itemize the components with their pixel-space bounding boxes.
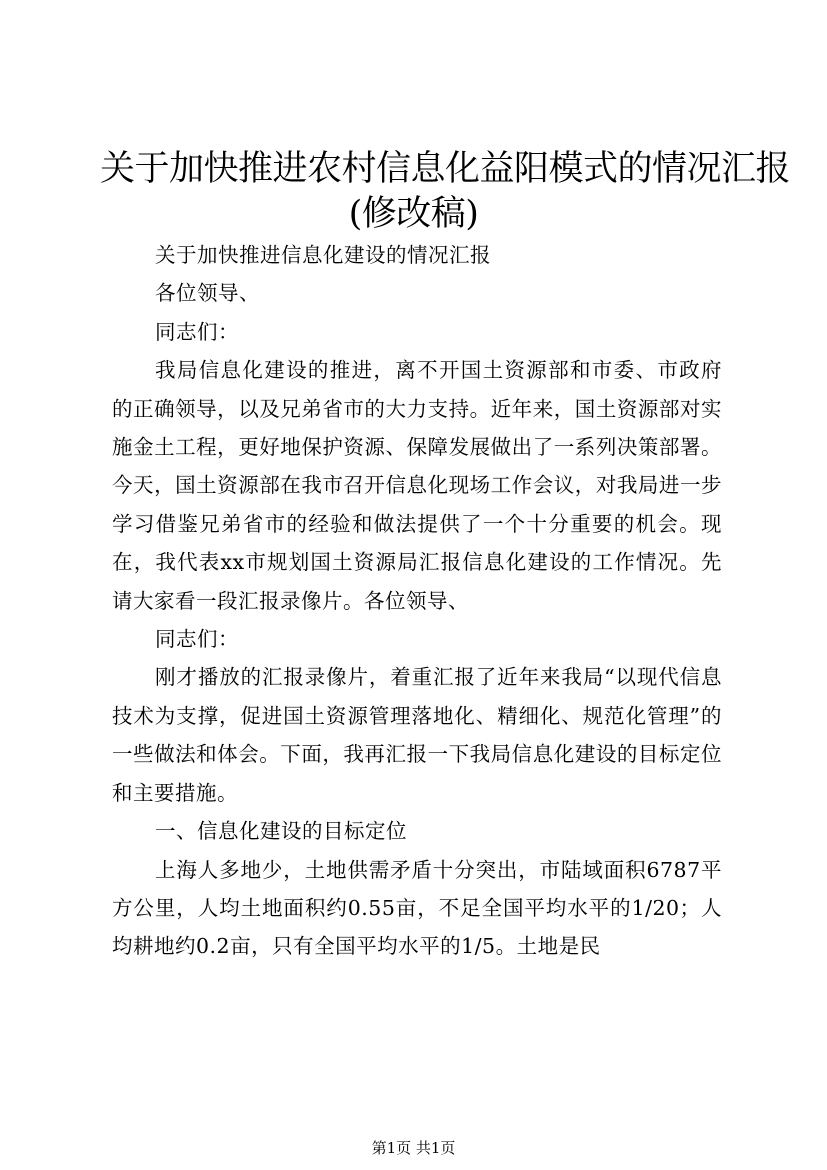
page-footer: 第1页 共1页 bbox=[371, 1139, 456, 1157]
title-line-1: 关于加快推进农村信息化益阳模式的情况汇报 bbox=[100, 149, 791, 189]
document-title bbox=[100, 147, 791, 237]
section-heading: 一、信息化建设的目标定位 bbox=[155, 819, 408, 844]
body-paragraph: 刚才播放的汇报录像片，着重汇报了近年来我局“以现代信息技术为支撑，促进国土资源管理落地化、精细化、规范化管理”的一些做法和体会。下面，我再汇报一下我局信息化建设的目标定位和主要措施。 bbox=[112, 665, 722, 805]
title-line-2: (修改稿) bbox=[348, 194, 479, 234]
salutation-leaders: 各位领导、 bbox=[155, 281, 261, 306]
salutation-comrades: 同志们： bbox=[155, 627, 240, 652]
subtitle-paragraph: 关于加快推进信息化建设的情况汇报 bbox=[155, 243, 492, 267]
document-body bbox=[112, 236, 722, 966]
body-paragraph: 上海人多地少，土地供需矛盾十分突出，市陆域面积6787平方公里，人均土地面积约0.55亩，不足全国平均水平的1/20；人均耕地约0.2亩，只有全国平均水平的1/5。土地是民 bbox=[112, 857, 722, 959]
body-paragraph: 我局信息化建设的推进，离不开国土资源部和市委、市政府的正确领导，以及兄弟省市的大力支持。近年来，国土资源部对实施金土工程，更好地保护资源、保障发展做出了一系列决策部署。今天，国土资源部在我市召开信息化现场工作会议，对我局进一步学习借鉴兄弟省市的经验和做法提供了一个十分重要的机会。现在，我代表xx市规划国土资源局汇报信息化建设的工作情况。先请大家看一段汇报录像片。各位领导、 bbox=[112, 358, 722, 613]
salutation-comrades: 同志们： bbox=[155, 319, 240, 344]
